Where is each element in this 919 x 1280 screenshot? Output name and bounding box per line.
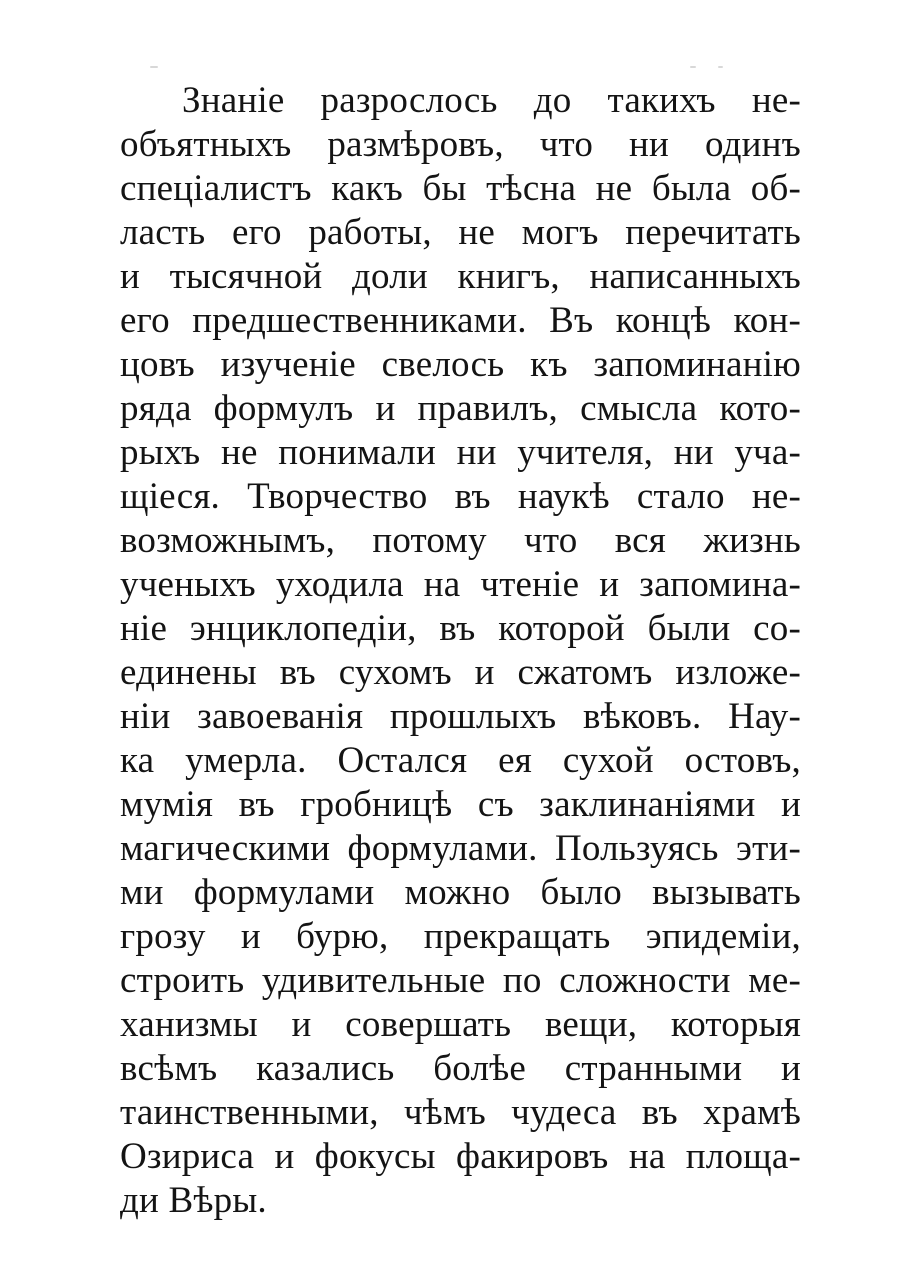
scan-speck <box>150 66 158 68</box>
text-line: щіеся. Творчество въ наукѣ стало не- <box>120 476 801 517</box>
scan-speck <box>718 66 723 68</box>
text-line: всѣмъ казались болѣе странными и <box>120 1048 801 1089</box>
text-line: ласть его работы, не могъ перечитать <box>120 212 801 253</box>
text-line: магическими формулами. Пользуясь эти- <box>120 828 801 869</box>
text-line: Знаніе разрослось до такихъ не- <box>182 80 801 121</box>
paragraph <box>120 79 801 1223</box>
text-line: строить удивительные по сложности ме- <box>120 960 801 1001</box>
text-line: и тысячной доли книгъ, написанныхъ <box>120 256 801 297</box>
text-line: ханизмы и совершать вещи, которыя <box>120 1004 801 1045</box>
text-line: таинственными, чѣмъ чудеса въ храмѣ <box>120 1092 801 1133</box>
text-line: цовъ изученіе свелось къ запоминанію <box>120 344 801 385</box>
text-line: рыхъ не понимали ни учителя, ни уча- <box>120 432 801 473</box>
text-line: ученыхъ уходила на чтеніе и запомина- <box>120 564 801 605</box>
text-line: ніе энциклопедіи, въ которой были со- <box>120 608 801 649</box>
text-line: мумія въ гробницѣ съ заклинаніями и <box>120 784 801 825</box>
text-line: возможнымъ, потому что вся жизнь <box>120 520 801 561</box>
text-line: его предшественниками. Въ концѣ кон- <box>120 300 801 341</box>
scan-speck <box>690 66 696 68</box>
text-line: ди Вѣры. <box>120 1180 267 1221</box>
scan-specks <box>150 66 750 70</box>
text-line: Озириса и фокусы факировъ на площа- <box>120 1136 801 1177</box>
text-line: объятныхъ размѣровъ, что ни одинъ <box>120 124 801 165</box>
text-line: ніи завоеванія прошлыхъ вѣковъ. Нау- <box>120 696 801 737</box>
text-line: спеціалистъ какъ бы тѣсна не была об- <box>120 168 801 209</box>
text-line: ми формулами можно было вызывать <box>120 872 801 913</box>
text-line: единены въ сухомъ и сжатомъ изложе- <box>120 652 801 693</box>
text-line: ка умерла. Остался ея сухой остовъ, <box>120 740 801 781</box>
text-line: ряда формулъ и правилъ, смысла кото- <box>120 388 801 429</box>
text-line: грозу и бурю, прекращать эпидеміи, <box>120 916 801 957</box>
